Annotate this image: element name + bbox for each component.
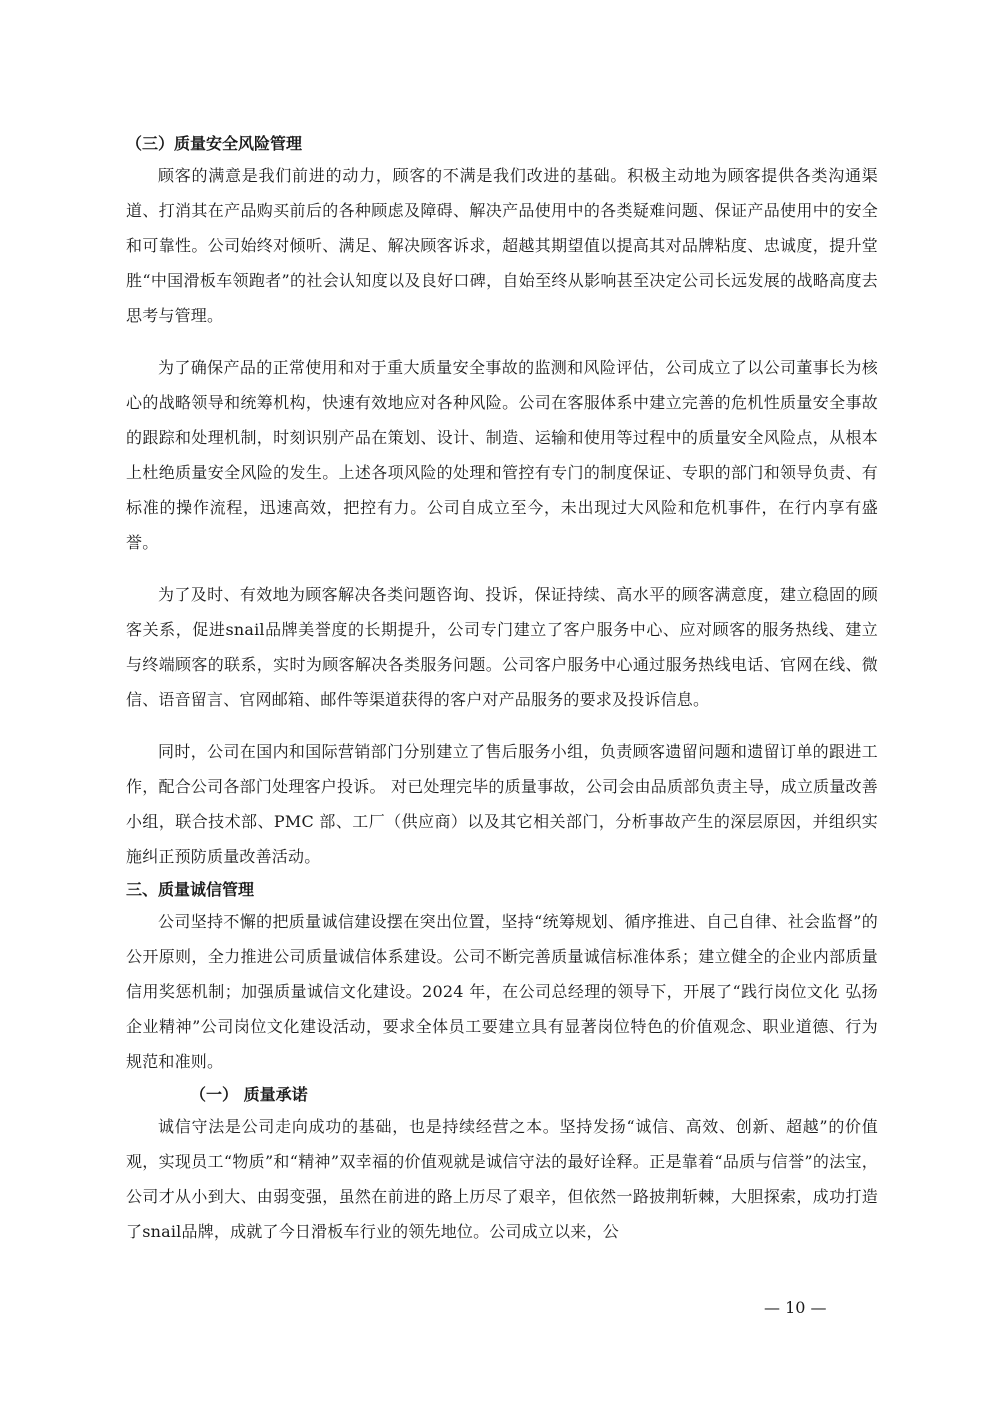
page-content xyxy=(126,130,878,1266)
chapter-heading-quality-integrity: 三、质量诚信管理 xyxy=(126,880,255,899)
paragraph-after-sales-groups: 同时，公司在国内和国际营销部门分别建立了售后服务小组，负责顾客遗留问题和遗留订单的跟进工作，配合公司各部门处理客户投诉。 对已处理完毕的质量事故，公司会由品质部负责主导，成立质量改善小组，联合技术部、PMC 部、工厂（供应商）以及其它相关部门，分析事故产生的深层原因，并组织实施纠正预防质量改善活动。 xyxy=(126,742,878,866)
page-number: — 10 — xyxy=(764,1298,827,1317)
paragraph-integrity-construction: 公司坚持不懈的把质量诚信建设摆在突出位置，坚持“统筹规划、循序推进、自己自律、社会监督”的公开原则，全力推进公司质量诚信体系建设。公司不断完善质量诚信标准体系；建立健全的企业内部质量信用奖惩机制；加强质量诚信文化建设。2024 年，在公司总经理的领导下，开展了“践行岗位文化 弘扬企业精神”公司岗位文化建设活动，要求全体员工要建立具有显著岗位特色的价值观念、职业道德、行为规范和准则。 xyxy=(126,912,878,1071)
paragraph-customer-satisfaction: 顾客的满意是我们前进的动力，顾客的不满是我们改进的基础。积极主动地为顾客提供各类沟通渠道、打消其在产品购买前后的各种顾虑及障碍、解决产品使用中的各类疑难问题、保证产品使用中的安全和可靠性。公司始终对倾听、满足、解决顾客诉求，超越其期望值以提高其对品牌粘度、忠诚度，提升堂胜“中国滑板车领跑者”的社会认知度以及良好口碑，自始至终从影响甚至决定公司长远发展的战略高度去思考与管理。 xyxy=(126,166,878,325)
section-heading-quality-risk: （三）质量安全风险管理 xyxy=(126,134,303,153)
paragraph-risk-assessment: 为了确保产品的正常使用和对于重大质量安全事故的监测和风险评估，公司成立了以公司董事长为核心的战略领导和统筹机构，快速有效地应对各种风险。公司在客服体系中建立完善的危机性质量安全事故的跟踪和处理机制，时刻识别产品在策划、设计、制造、运输和使用等过程中的质量安全风险点，从根本上杜绝质量安全风险的发生。上述各项风险的处理和管控有专门的制度保证、专职的部门和领导负责、有标准的操作流程，迅速高效，把控有力。公司自成立至今，未出现过大风险和危机事件，在行内享有盛誉。 xyxy=(126,358,878,552)
subsection-heading-quality-commitment: （一） 质量承诺 xyxy=(190,1085,308,1104)
paragraph-customer-service-center: 为了及时、有效地为顾客解决各类问题咨询、投诉，保证持续、高水平的顾客满意度，建立稳固的顾客关系，促进snail品牌美誉度的长期提升，公司专门建立了客户服务中心、应对顾客的服务热线、建立与终端顾客的联系，实时为顾客解决各类服务问题。公司客户服务中心通过服务热线电话、官网在线、微信、语音留言、官网邮箱、邮件等渠道获得的客户对产品服务的要求及投诉信息。 xyxy=(126,585,878,709)
paragraph-honesty-law: 诚信守法是公司走向成功的基础，也是持续经营之本。坚持发扬“诚信、高效、创新、超越”的价值观，实现员工“物质”和“精神”双幸福的价值观就是诚信守法的最好诠释。正是靠着“品质与信誉”的法宝，公司才从小到大、由弱变强，虽然在前进的路上历尽了艰辛，但依然一路披荆斩棘，大胆探索，成功打造了snail品牌，成就了今日滑板车行业的领先地位。公司成立以来，公 xyxy=(126,1117,878,1241)
